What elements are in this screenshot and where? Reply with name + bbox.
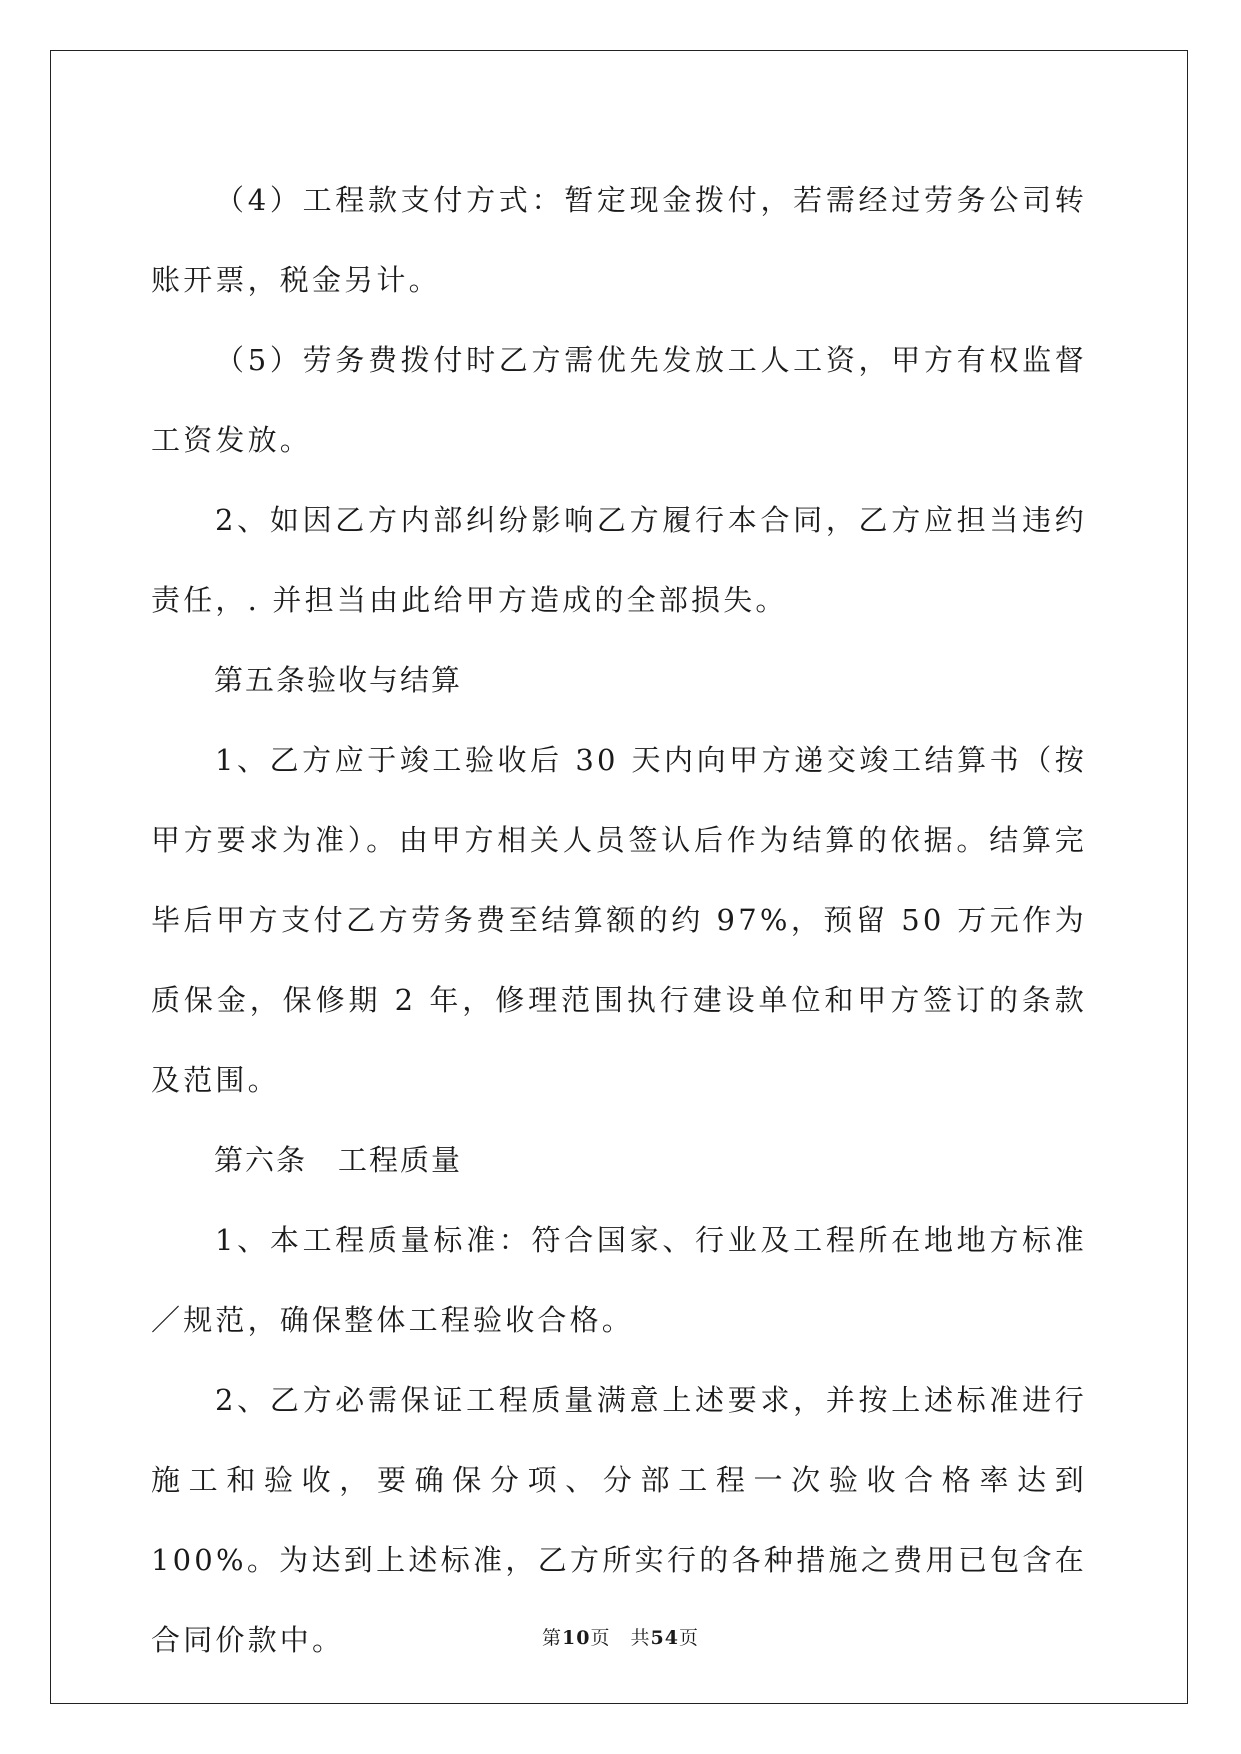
footer-suffix: 页 xyxy=(678,1627,699,1649)
footer-prefix: 第 xyxy=(542,1627,563,1649)
section-heading-quality: 第六条 工程质量 xyxy=(214,1143,463,1177)
paragraph-quality-guarantee: 2、乙方必需保证工程质量满意上述要求，并按上述标准进行施工和验收，要确保分项、分部工程一次验收合格率达到 100%。为达到上述标准，乙方所实行的各种措施之费用已包含在合同价款中。 xyxy=(151,1383,1087,1657)
paragraph-dispute-liability: 2、如因乙方内部纠纷影响乙方履行本合同，乙方应担当违约责任，. 并担当由此给甲方造成的全部损失。 xyxy=(151,503,1087,617)
total-page-number: 54 xyxy=(650,1627,679,1649)
document-body xyxy=(151,160,1087,1680)
paragraph-labor-fee: （5）劳务费拨付时乙方需优先发放工人工资，甲方有权监督工资发放。 xyxy=(151,343,1087,457)
footer-mid: 页 共 xyxy=(590,1627,651,1649)
paragraph-settlement: 1、乙方应于竣工验收后 30 天内向甲方递交竣工结算书（按甲方要求为准）。由甲方相关人员签认后作为结算的依据。结算完毕后甲方支付乙方劳务费至结算额的约 97%，预留 50 万元作为质保金，保修期 2 年，修理范围执行建设单位和甲方签订的条款及范围。 xyxy=(151,743,1087,1097)
paragraph-quality-standard: 1、本工程质量标准：符合国家、行业及工程所在地地方标准／规范，确保整体工程验收合格。 xyxy=(151,1223,1087,1337)
section-heading-acceptance: 第五条验收与结算 xyxy=(214,663,463,697)
paragraph-payment-method: （4）工程款支付方式：暂定现金拨付，若需经过劳务公司转账开票，税金另计。 xyxy=(151,183,1087,297)
current-page-number: 10 xyxy=(562,1627,591,1649)
page-footer xyxy=(0,1623,1241,1650)
